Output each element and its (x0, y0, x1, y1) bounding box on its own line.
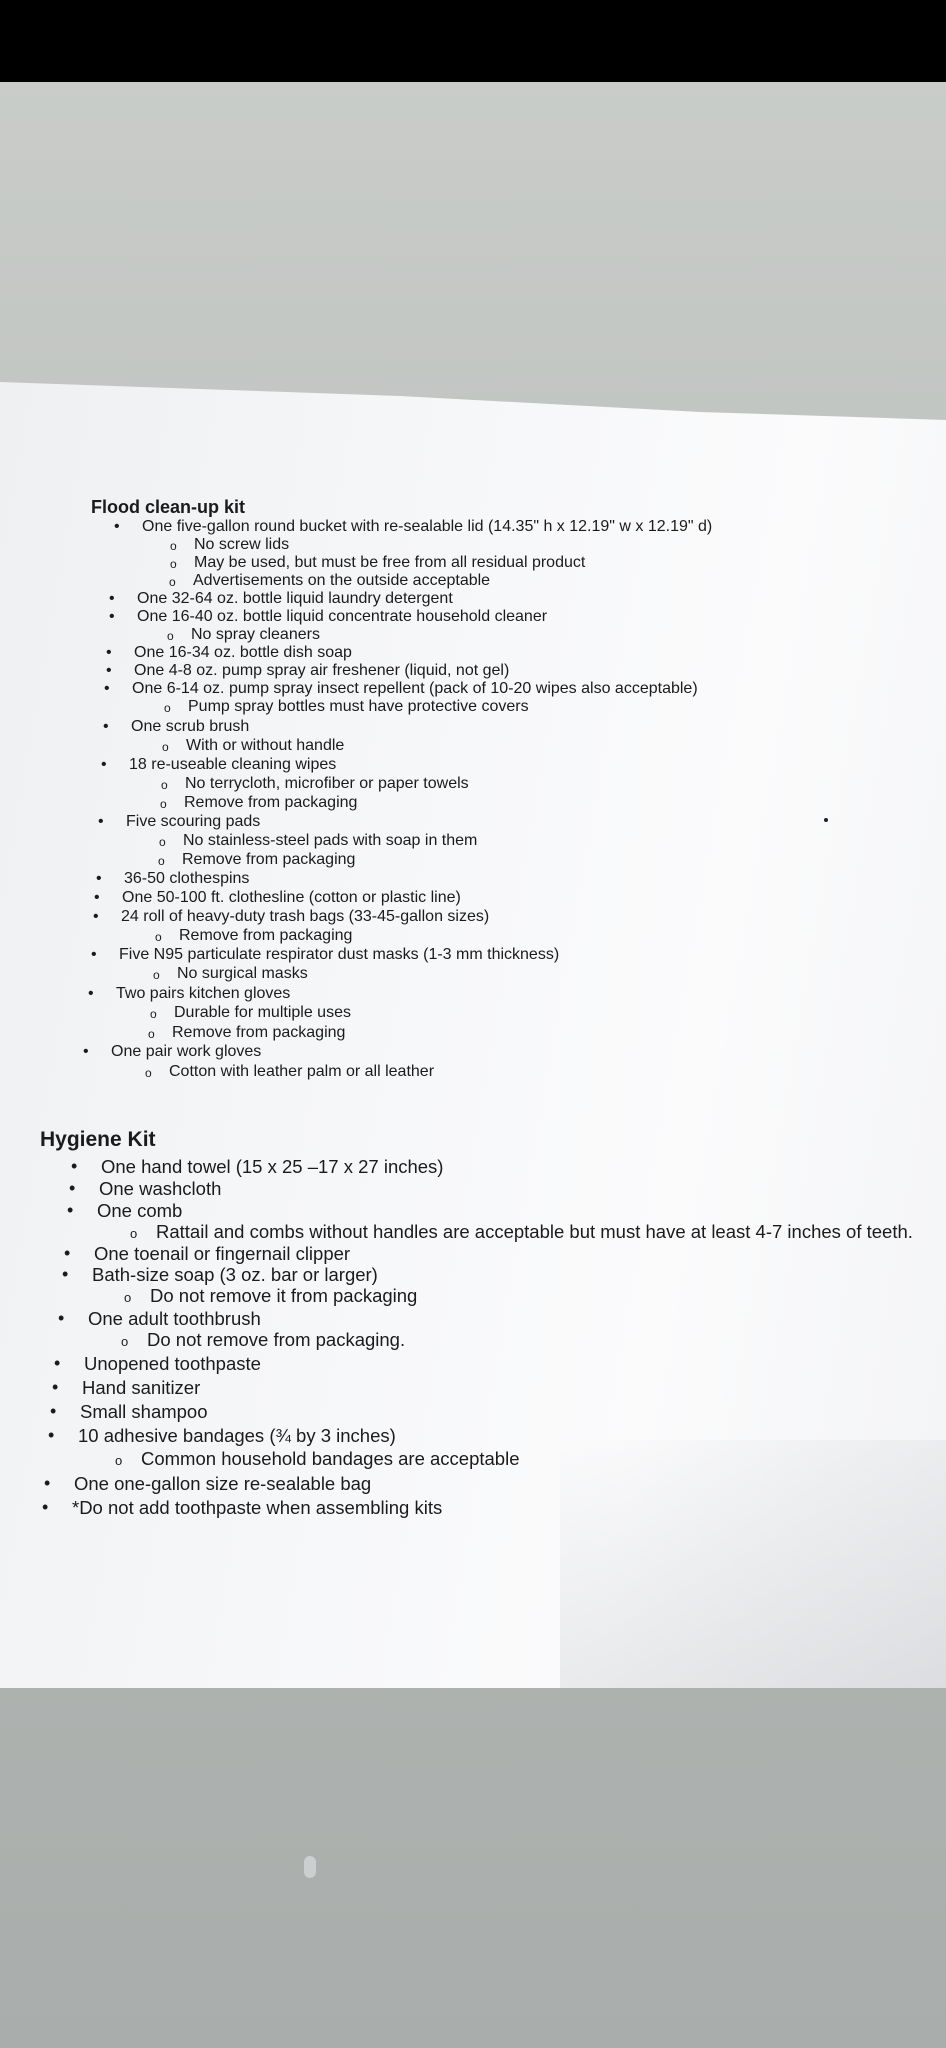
list-item-text: One toenail or fingernail clipper (94, 1243, 351, 1264)
list-sub-item (169, 572, 491, 590)
circle-bullet-icon: o (170, 539, 177, 553)
list-item-text: 18 re-useable cleaning wipes (129, 756, 337, 773)
flood-kit-heading: Flood clean-up kit (91, 497, 246, 517)
list-sub-item (155, 927, 353, 945)
bullet-icon: • (44, 1473, 51, 1493)
circle-bullet-icon: o (170, 557, 177, 571)
bullet-icon: • (58, 1308, 65, 1328)
circle-bullet-icon: o (162, 740, 169, 754)
list-item-text: Do not remove from packaging. (147, 1329, 406, 1350)
list-item-text: No terrycloth, microfiber or paper towels (185, 775, 469, 792)
list-sub-item (145, 1063, 435, 1081)
list-item-text: Remove from packaging (172, 1024, 346, 1041)
list-item-text: With or without handle (186, 737, 345, 754)
list-item-text: Remove from packaging (182, 851, 356, 868)
list-item-text: 36-50 clothespins (124, 870, 250, 887)
circle-bullet-icon: o (115, 1453, 123, 1468)
circle-bullet-icon: o (155, 930, 162, 944)
list-item-text: One scrub brush (131, 718, 250, 735)
circle-bullet-icon: o (124, 1290, 132, 1305)
list-item-text: Five scouring pads (126, 813, 261, 830)
list-item (109, 608, 548, 626)
circle-bullet-icon: o (161, 778, 168, 792)
list-item (69, 1178, 222, 1199)
list-item-text: 24 roll of heavy-duty trash bags (33-45-gallon sizes) (121, 908, 490, 925)
list-item (52, 1377, 201, 1398)
list-item (64, 1243, 351, 1264)
list-sub-item (160, 794, 358, 812)
bullet-icon: • (88, 985, 94, 1002)
list-item-text: No surgical masks (177, 965, 308, 982)
circle-bullet-icon: o (169, 575, 176, 589)
list-item-text: Remove from packaging (184, 794, 358, 811)
bullet-icon: • (48, 1425, 55, 1445)
list-item-text: Two pairs kitchen gloves (116, 985, 291, 1002)
list-item (101, 756, 337, 774)
list-item (71, 1156, 444, 1177)
bullet-icon: • (114, 518, 120, 535)
list-item-text: Durable for multiple uses (174, 1004, 351, 1021)
list-item-text: Advertisements on the outside acceptable (193, 572, 491, 589)
bullet-icon: • (50, 1401, 57, 1421)
list-sub-item (167, 626, 320, 644)
list-sub-item (159, 832, 478, 850)
circle-bullet-icon: o (160, 797, 167, 811)
list-sub-item (115, 1448, 520, 1469)
circle-bullet-icon: o (148, 1027, 155, 1041)
list-item (50, 1401, 208, 1422)
list-item-text: Rattail and combs without handles are acceptable but must have at least 4-7 inches of teeth. (156, 1221, 913, 1242)
list-item (106, 662, 510, 680)
circle-bullet-icon: o (121, 1334, 129, 1349)
circle-bullet-icon: o (150, 1007, 157, 1021)
circle-bullet-icon: o (159, 835, 166, 849)
bullet-icon: • (94, 889, 100, 906)
list-item (106, 644, 352, 662)
list-item-text: 10 adhesive bandages (¾ by 3 inches) (78, 1425, 396, 1446)
list-item (83, 1043, 262, 1061)
bullet-icon: • (106, 662, 112, 679)
list-item (91, 946, 560, 964)
list-item-text: Common household bandages are acceptable (141, 1448, 520, 1469)
pen-mark (824, 818, 828, 822)
bullet-icon: • (67, 1200, 74, 1220)
list-item (67, 1200, 183, 1221)
list-item (54, 1353, 261, 1374)
bullet-icon: • (109, 590, 115, 607)
bullet-icon: • (62, 1264, 69, 1284)
list-item (94, 889, 461, 907)
bullet-icon: • (98, 813, 104, 830)
list-item-text: Remove from packaging (179, 927, 353, 944)
list-sub-item (164, 698, 529, 716)
bullet-icon: • (71, 1156, 78, 1176)
list-item (58, 1308, 261, 1329)
list-item-text: Cotton with leather palm or all leather (169, 1063, 435, 1080)
list-item-text: One one-gallon size re-sealable bag (74, 1473, 372, 1494)
list-item-text: Bath-size soap (3 oz. bar or larger) (92, 1264, 378, 1285)
list-sub-item (153, 965, 308, 983)
bullet-icon: • (101, 756, 107, 773)
bullet-icon: • (69, 1178, 76, 1198)
circle-bullet-icon: o (145, 1066, 152, 1080)
list-item-text: One 16-34 oz. bottle dish soap (134, 644, 352, 661)
list-sub-item (170, 536, 290, 554)
list-item-text: Pump spray bottles must have protective covers (188, 698, 529, 715)
bullet-icon: • (42, 1497, 49, 1517)
circle-bullet-icon: o (153, 968, 160, 982)
bullet-icon: • (83, 1043, 89, 1060)
list-item-text: *Do not add toothpaste when assembling kits (72, 1497, 443, 1518)
list-item (48, 1425, 396, 1446)
list-item-text: Hand sanitizer (82, 1377, 201, 1398)
list-item-text: One hand towel (15 x 25 –17 x 27 inches) (101, 1156, 444, 1177)
list-item-text: No spray cleaners (191, 626, 320, 643)
list-sub-item (162, 737, 345, 755)
list-sub-item (161, 775, 469, 793)
list-item-text: One comb (97, 1200, 183, 1221)
list-item-text: One pair work gloves (111, 1043, 262, 1060)
list-item-text: May be used, but must be free from all residual product (194, 554, 586, 571)
circle-bullet-icon: o (130, 1226, 138, 1241)
list-sub-item (121, 1329, 406, 1350)
bullet-icon: • (93, 908, 99, 925)
list-sub-item (150, 1004, 351, 1022)
list-item-text: One 50-100 ft. clothesline (cotton or plastic line) (122, 889, 461, 906)
list-item (103, 718, 250, 736)
list-item-text: One washcloth (99, 1178, 222, 1199)
circle-bullet-icon: o (167, 629, 174, 643)
list-item (109, 590, 453, 608)
bullet-icon: • (109, 608, 115, 625)
list-item (96, 870, 250, 888)
list-item-text: No stainless-steel pads with soap in them (183, 832, 478, 849)
hygiene-kit-heading: Hygiene Kit (40, 1128, 156, 1151)
list-item-text: One 32-64 oz. bottle liquid laundry detergent (137, 590, 453, 607)
list-item-text: Unopened toothpaste (84, 1353, 261, 1374)
list-item-text: One 6-14 oz. pump spray insect repellent (pack of 10-20 wipes also acceptable) (132, 680, 698, 697)
circle-bullet-icon: o (164, 701, 171, 715)
list-item-text: No screw lids (194, 536, 290, 553)
list-item (44, 1473, 372, 1494)
list-item (42, 1497, 443, 1518)
list-item (104, 680, 698, 698)
list-item (98, 813, 261, 831)
list-item-text: Five N95 particulate respirator dust masks (1-3 mm thickness) (119, 946, 560, 963)
list-sub-item (148, 1024, 346, 1042)
list-item (62, 1264, 378, 1285)
list-sub-item (130, 1221, 913, 1242)
list-item (88, 985, 291, 1003)
list-sub-item (170, 554, 586, 572)
list-item-text: One 4-8 oz. pump spray air freshener (liquid, not gel) (134, 662, 510, 679)
bullet-icon: • (54, 1353, 61, 1373)
bullet-icon: • (103, 718, 109, 735)
list-sub-item (124, 1285, 418, 1306)
list-item-text: Do not remove it from packaging (150, 1285, 418, 1306)
list-item (93, 908, 490, 926)
list-item-text: One five-gallon round bucket with re-sealable lid (14.35" h x 12.19" w x 12.19" d) (142, 518, 713, 535)
list-item-text: One adult toothbrush (88, 1308, 261, 1329)
bullet-icon: • (106, 644, 112, 661)
list-sub-item (158, 851, 356, 869)
list-item (114, 518, 713, 536)
bullet-icon: • (104, 680, 110, 697)
bullet-icon: • (52, 1377, 59, 1397)
bullet-icon: • (96, 870, 102, 887)
bullet-icon: • (91, 946, 97, 963)
circle-bullet-icon: o (158, 854, 165, 868)
list-item-text: Small shampoo (80, 1401, 208, 1422)
list-item-text: One 16-40 oz. bottle liquid concentrate household cleaner (137, 608, 548, 625)
bullet-icon: • (64, 1243, 71, 1263)
